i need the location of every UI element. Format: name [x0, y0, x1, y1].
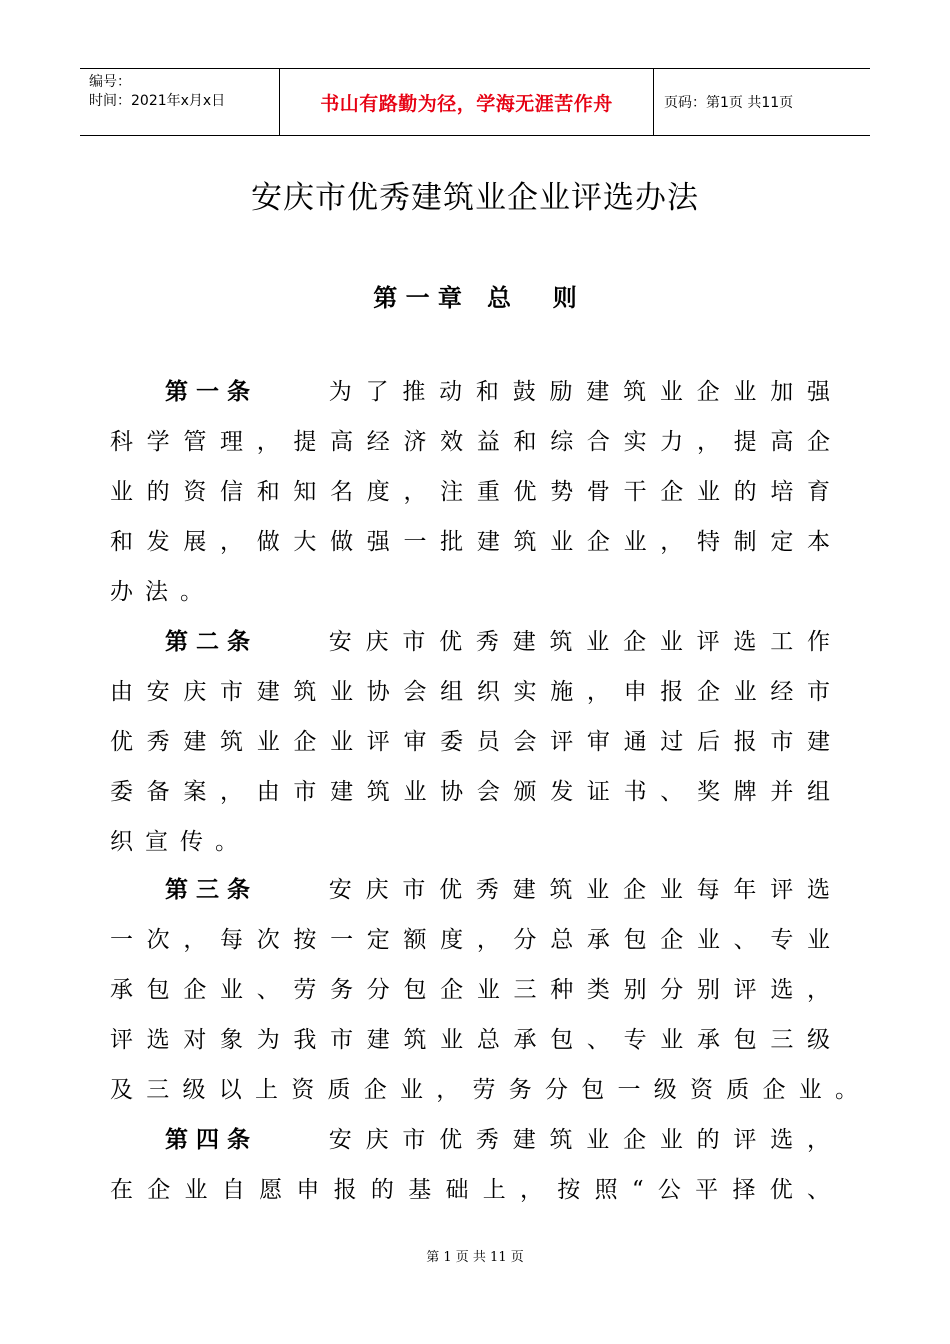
article-4-label: 第四条 [165, 1127, 258, 1153]
article-text: 业的资信和知名度，注重优势骨干企业的培育 [110, 479, 830, 505]
article-text: 及三级以上资质企业，劳务分包一级资质企业。 [110, 1077, 858, 1103]
page-title: 安庆市优秀建筑业企业评选办法 [251, 180, 699, 216]
page-label: 页码：第1页 共11页 [664, 95, 794, 111]
number-label: 编号： [89, 74, 131, 90]
article-text: 委备案，由市建筑业协会颁发证书、奖牌并组 [110, 779, 830, 805]
page-footer: 第 1 页 共 11 页 [426, 1250, 524, 1265]
header-page-cell [654, 69, 870, 135]
document-header-table [80, 68, 870, 136]
article-text: 安庆市优秀建筑业企业评选工作 [315, 629, 830, 655]
motto-text: 书山有路勤为径，学海无涯苦作舟 [320, 92, 613, 115]
article-text: 织宣传。 [110, 829, 250, 855]
article-2-line-1 [165, 622, 830, 662]
article-text: 安庆市优秀建筑业企业的评选， [315, 1127, 830, 1153]
time-label: 时间：2021年x月x日 [89, 93, 226, 109]
article-text: 优秀建筑业企业评审委员会评审通过后报市建 [110, 729, 830, 755]
article-2-label: 第二条 [165, 629, 258, 655]
header-motto-cell [280, 69, 654, 135]
article-3-line-1 [165, 870, 830, 910]
article-text: 安庆市优秀建筑业企业每年评选 [315, 877, 830, 903]
article-1-line-1 [165, 372, 830, 412]
article-text: 和发展，做大做强一批建筑业企业，特制定本 [110, 529, 830, 555]
chapter-heading: 第 一 章 总 则 [373, 284, 577, 312]
article-text: 一次，每次按一定额度，分总承包企业、专业 [110, 927, 830, 953]
article-text: 由安庆市建筑业协会组织实施，申报企业经市 [110, 679, 830, 705]
article-text: 承包企业、劳务分包企业三种类别分别评选， [110, 977, 830, 1003]
header-meta-cell [80, 69, 280, 135]
article-4-line-1 [165, 1120, 830, 1160]
article-3-label: 第三条 [165, 877, 258, 903]
article-text: 在企业自愿申报的基础上，按照“公平择优、 [110, 1177, 830, 1203]
article-text: 科学管理，提高经济效益和综合实力，提高企 [110, 429, 830, 455]
article-text: 办法。 [110, 579, 215, 605]
article-text: 为了推动和鼓励建筑业企业加强 [315, 379, 830, 405]
article-1-label: 第一条 [165, 379, 258, 405]
article-text: 评选对象为我市建筑业总承包、专业承包三级 [110, 1027, 830, 1053]
